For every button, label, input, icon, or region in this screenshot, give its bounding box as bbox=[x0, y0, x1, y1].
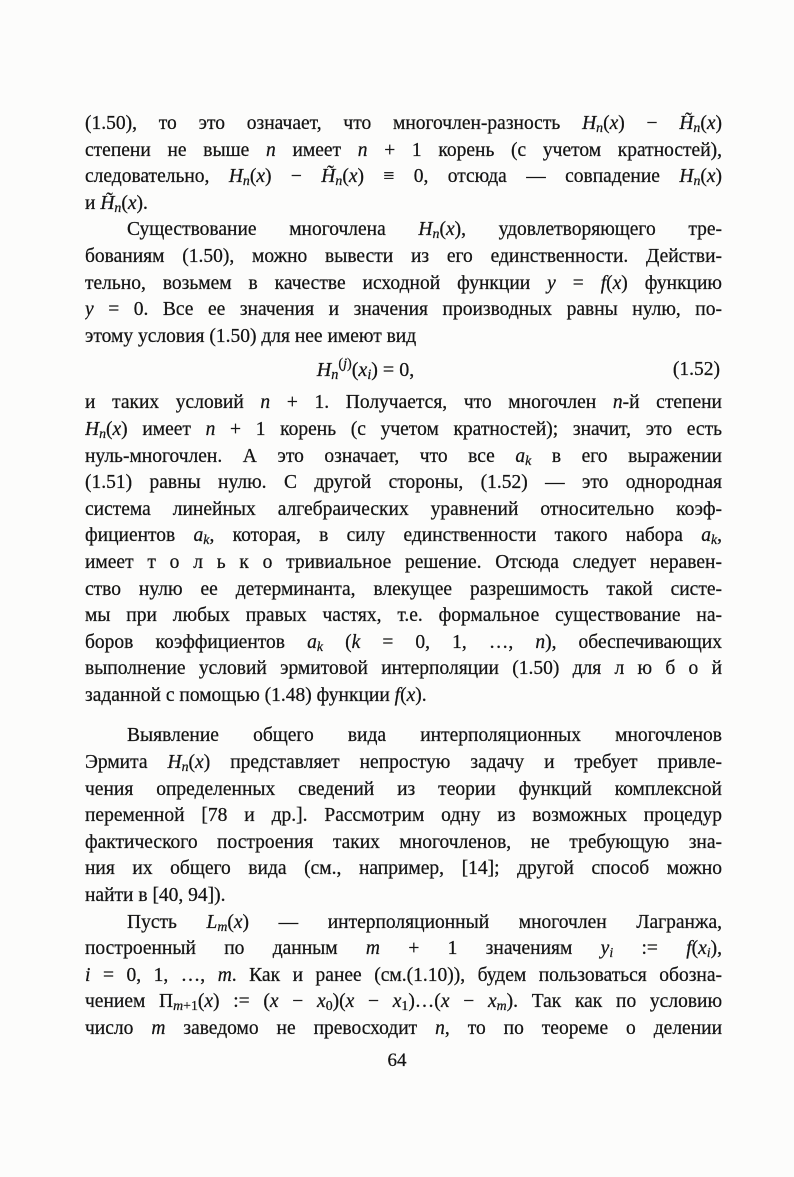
text-line: Выявление общего вида интерполяционных многочленов bbox=[127, 725, 722, 747]
page-content bbox=[85, 111, 722, 1043]
paragraph bbox=[85, 390, 722, 709]
paragraph bbox=[85, 111, 722, 217]
text-line: $H_n(x)$ имеет n + 1 корень (с учетом кратностей); значит, это есть bbox=[85, 418, 722, 441]
text-line: следовательно, $H_n(x)$ − $H̃_n(x) \equiv 0$, отсюда — совпадение $H_n(x)$ bbox=[85, 166, 722, 189]
equation-row bbox=[85, 350, 722, 390]
text-line: система линейных алгебраических уравнений относительно коэф- bbox=[85, 498, 722, 520]
text-line: Эрмита $H_n(x)$ представляет непростую задачу и требует привле- bbox=[85, 752, 722, 775]
text-line: этому условия (1.50) для нее имеют вид bbox=[85, 325, 417, 347]
text-line: ство нулю ее детерминанта, влекущее разрешимость такой систе- bbox=[85, 578, 722, 600]
equation-label: (1.52) bbox=[672, 359, 720, 381]
text-line: степени не выше n имеет n + 1 корень (с учетом кратностей), bbox=[85, 139, 722, 161]
text-line: (1.50), то это означает, что многочлен-разность $H_n(x)$ − $H̃_n(x)$ bbox=[85, 113, 722, 136]
text-line: чением $\Pi_{m+1}(x)$ := $(x - x_0)(x$ − $x_1)\dots(x - x_m)$. Так как по условию bbox=[85, 991, 722, 1014]
text-line: найти в [40, 94]). bbox=[85, 885, 226, 907]
text-line: фициентов $a_k$, которая, в силу единственности такого набора $a_k$, bbox=[85, 525, 722, 548]
text-line: ния их общего вида (см., например, [14]; другой способ можно bbox=[85, 858, 722, 880]
paragraph bbox=[85, 723, 722, 909]
text-line: чения определенных сведений из теории функций комплексной bbox=[85, 778, 722, 800]
paragraph bbox=[85, 217, 722, 350]
text-line: и $H̃_n(x)$. bbox=[85, 192, 148, 215]
text-line: Существование многочлена $H_n(x)$, удовлетворяющего тре- bbox=[127, 219, 722, 242]
text-line: построенный по данным m + 1 значениям $y_i$ := $f(x_i)$, bbox=[85, 938, 722, 961]
text-line: переменной [78 и др.]. Рассмотрим одну из возможных процедур bbox=[85, 805, 722, 827]
text-line: Пусть $L_m(x)$ — интерполяционный многочлен Лагранжа, bbox=[127, 911, 722, 934]
text-line: i = 0, 1, …, m. Как и ранее (см.(1.10)), будем пользоваться обозна- bbox=[85, 964, 722, 986]
text-line: нуль-многочлен. А это означает, что все $a_k$ в его выражении bbox=[85, 445, 722, 468]
paragraph bbox=[85, 910, 722, 1043]
text-line: мы при любых правых частях, т.е. формальное существование на- bbox=[85, 605, 722, 627]
text-line: боров коэффициентов $a_k$ (k = 0, 1, …, n), обеспечивающих bbox=[85, 631, 722, 654]
page-number: 64 bbox=[387, 1050, 407, 1071]
text-line: имеет т о л ь к о тривиальное решение. Отсюда следует неравен- bbox=[85, 551, 722, 573]
text-line: и таких условий n + 1. Получается, что многочлен n-й степени bbox=[85, 392, 722, 414]
text-line: бованиям (1.50), можно вывести из его единственности. Действи- bbox=[85, 245, 722, 267]
text-line: выполнение условий эрмитовой интерполяции (1.50) для л ю б о й bbox=[85, 658, 722, 680]
text-line: (1.51) равны нулю. С другой стороны, (1.52) — это однородная bbox=[85, 472, 722, 494]
equation-body: $H_n^{(j)}(x_i) = 0$, bbox=[316, 356, 415, 384]
text-line: заданной с помощью (1.48) функции f(x). bbox=[85, 684, 427, 706]
text-line: фактического построения таких многочленов, не требующую зна- bbox=[85, 831, 722, 853]
text-line: число m заведомо не превосходит n, то по теореме о делении bbox=[85, 1018, 722, 1039]
text-line: тельно, возьмем в качестве исходной функции y = f(x) функцию bbox=[85, 272, 722, 294]
text-line: y = 0. Все ее значения и значения производных равны нулю, по- bbox=[85, 299, 722, 321]
